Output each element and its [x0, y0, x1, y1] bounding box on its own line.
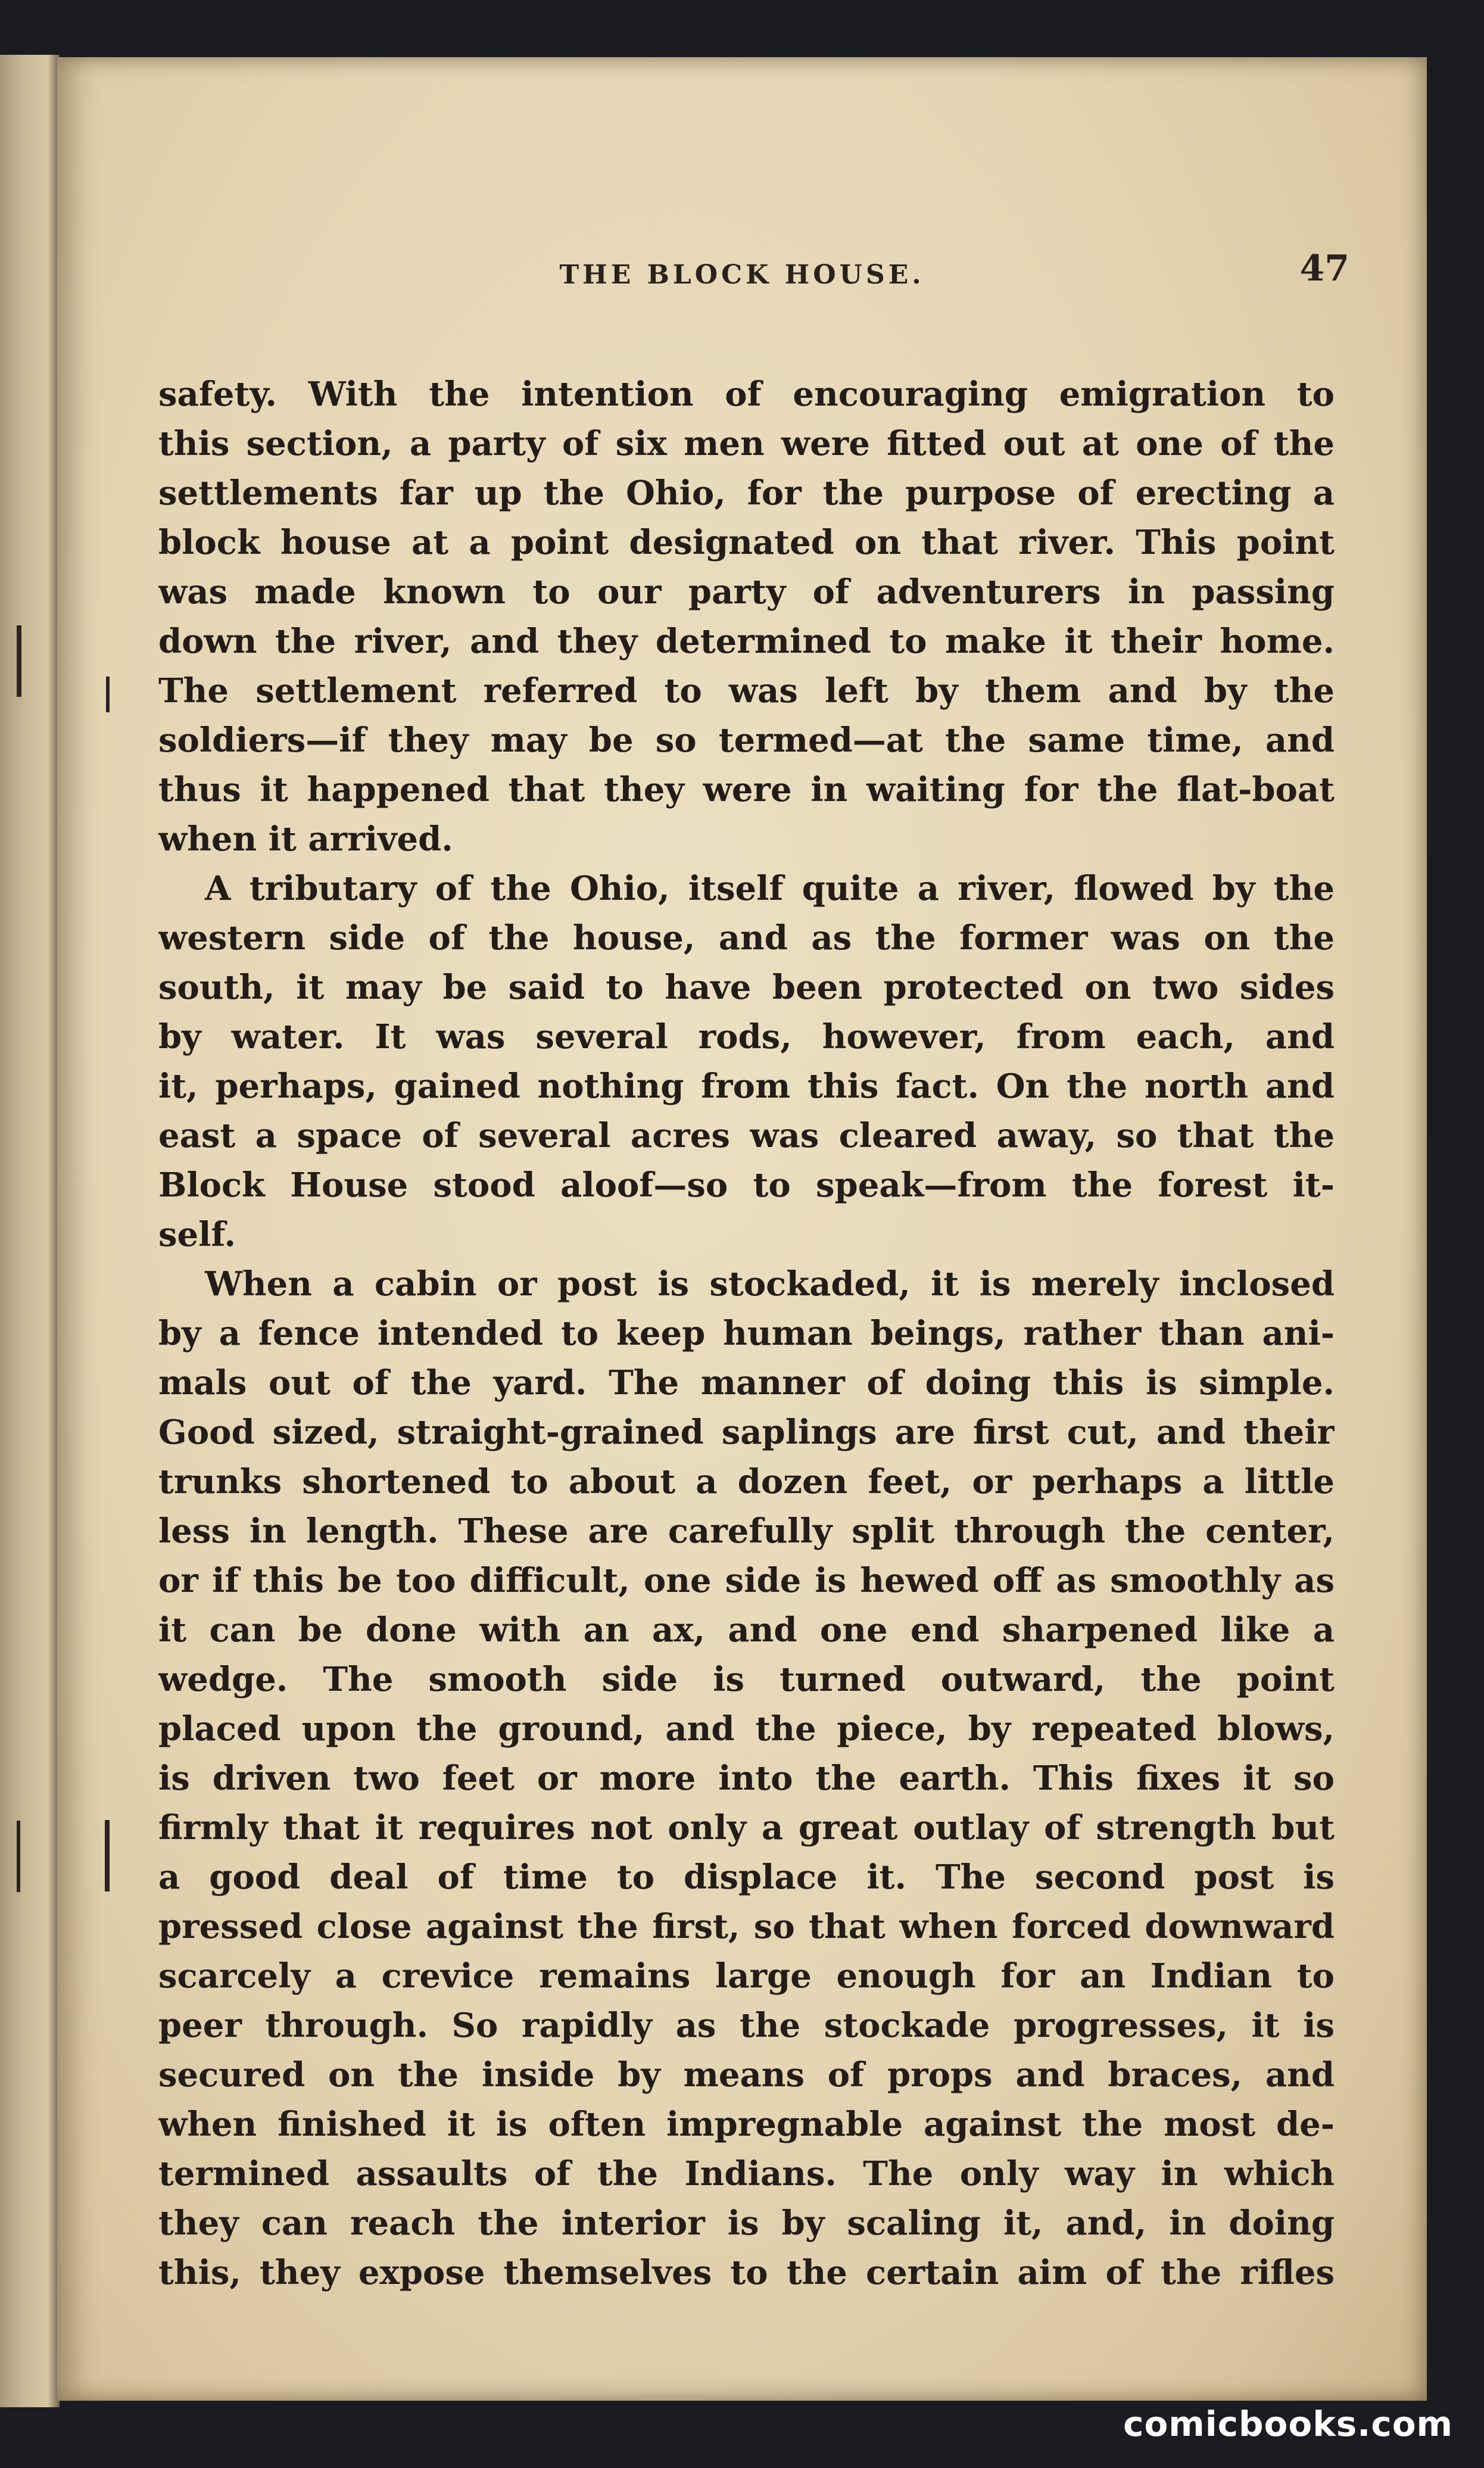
facing-page-mark	[17, 1821, 20, 1892]
text-line: placed upon the ground, and the piece, by repeated blows,	[158, 1709, 1335, 1749]
text-line: The settlement referred to was left by them and by the	[158, 671, 1335, 711]
text-line: or if this be too difficult, one side is hewed off as smoothly as	[158, 1561, 1335, 1600]
text-line: When a cabin or post is stockaded, it is merely inclosed	[205, 1264, 1335, 1304]
page-number: 47	[1299, 248, 1349, 289]
text-line: by water. It was several rods, however, from each, and	[158, 1017, 1335, 1057]
text-line: when finished it is often impregnable against the most de-	[158, 2105, 1335, 2144]
text-line: a good deal of time to displace it. The second post is	[158, 1858, 1335, 1897]
text-line: self.	[158, 1215, 236, 1254]
paragraph	[158, 370, 1335, 864]
margin-mark	[105, 1820, 110, 1891]
text-line: this, they expose themselves to the certain aim of the rifles	[158, 2253, 1335, 2292]
margin-mark	[106, 677, 110, 712]
text-line: they can reach the interior is by scaling it, and, in doing	[158, 2204, 1335, 2243]
text-line: block house at a point designated on that river. This point	[158, 523, 1335, 562]
text-line: peer through. So rapidly as the stockade progresses, it is	[158, 2006, 1335, 2045]
text-line: pressed close against the first, so that when forced downward	[158, 1907, 1335, 1946]
text-line: settlements far up the Ohio, for the purpose of erecting a	[158, 473, 1335, 513]
facing-page-mark	[17, 625, 21, 697]
page-header	[57, 236, 1427, 307]
text-line: soldiers—if they may be so termed—at the same time, and	[158, 721, 1335, 760]
text-line: western side of the house, and as the former was on the	[158, 918, 1335, 958]
text-line: safety. With the intention of encouraging emigration to	[158, 375, 1335, 414]
text-line: down the river, and they determined to make it their home.	[158, 622, 1335, 661]
body-text	[158, 370, 1335, 2298]
paragraph	[158, 864, 1335, 1260]
book-page	[57, 57, 1427, 2401]
text-line: A tributary of the Ohio, itself quite a river, flowed by the	[205, 869, 1335, 908]
text-line: south, it may be said to have been protected on two sides	[158, 968, 1335, 1007]
watermark: comicbooks.com	[1123, 2404, 1453, 2444]
text-line: trunks shortened to about a dozen feet, or perhaps a little	[158, 1462, 1335, 1501]
facing-page-edge	[0, 55, 60, 2407]
text-line: scarcely a crevice remains large enough for an Indian to	[158, 1956, 1335, 1996]
text-line: thus it happened that they were in waiting for the flat-boat	[158, 770, 1335, 809]
text-line: this section, a party of six men were fitted out at one of the	[158, 424, 1335, 463]
text-line: wedge. The smooth side is turned outward, the point	[158, 1660, 1335, 1699]
text-line: less in length. These are carefully split through the center,	[158, 1512, 1335, 1551]
text-line: secured on the inside by means of props and braces, and	[158, 2055, 1335, 2095]
text-line: Block House stood aloof—so to speak—from the forest it-	[158, 1166, 1335, 1205]
text-line: firmly that it requires not only a great outlay of strength but	[158, 1808, 1335, 1847]
text-line: mals out of the yard. The manner of doing this is simple.	[158, 1363, 1335, 1403]
text-line: when it arrived.	[158, 819, 453, 859]
text-line: was made known to our party of adventurers in passing	[158, 572, 1335, 612]
running-head: THE BLOCK HOUSE.	[559, 260, 925, 290]
text-line: by a fence intended to keep human beings, rather than ani-	[158, 1314, 1335, 1353]
text-line: Good sized, straight-grained saplings are first cut, and their	[158, 1413, 1335, 1452]
text-line: east a space of several acres was cleared away, so that the	[158, 1116, 1335, 1155]
text-line: termined assaults of the Indians. The only way in which	[158, 2154, 1335, 2193]
text-line: it can be done with an ax, and one end sharpened like a	[158, 1610, 1335, 1650]
text-line: is driven two feet or more into the earth. This fixes it so	[158, 1759, 1335, 1798]
text-line: it, perhaps, gained nothing from this fact. On the north and	[158, 1067, 1335, 1106]
paragraph	[158, 1260, 1335, 2298]
